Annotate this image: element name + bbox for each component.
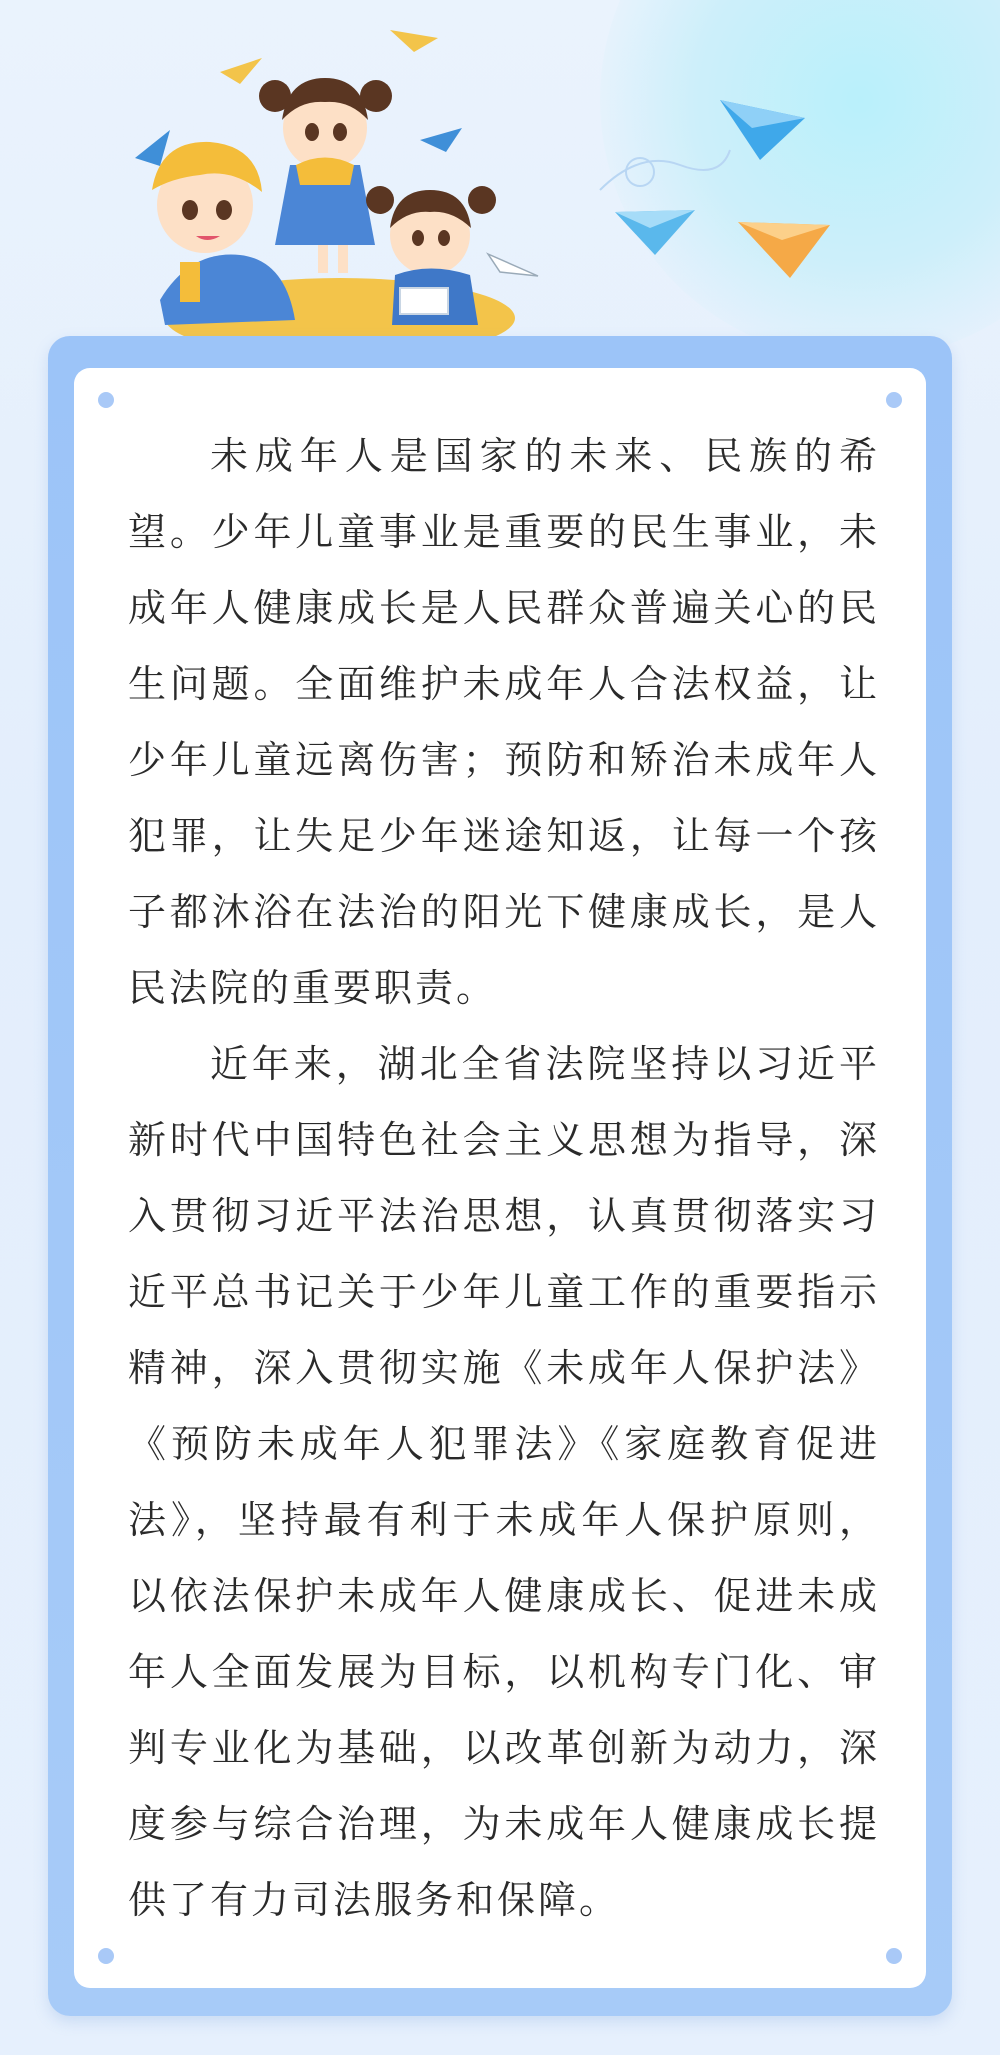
paper-plane-icon [390,30,438,52]
header-illustration [0,0,1000,340]
child-figure [152,142,295,325]
corner-dot [886,392,902,408]
paper-plane-icon [720,100,805,160]
child-figure [259,78,392,273]
corner-dot [98,1948,114,1964]
article-paragraph: 近年来，湖北全省法院坚持以习近平新时代中国特色社会主义思想为指导，深入贯彻习近平法治思想，认真贯彻落实习近平总书记关于少年儿童工作的重要指示精神，深入贯彻实施《未成年人保护法》《预防未成年人犯罪法》《家庭教育促进法》，坚持最有利于未成年人保护原则，以依法保护未成年人健康成长、促进未成年人全面发展为目标，以机构专门化、审判专业化为基础，以改革创新为动力，深度参与综合治理，为未成年人健康成长提供了有力司法服务和保障。 [128,1042,880,1922]
corner-dot [886,1948,902,1964]
corner-dot [98,392,114,408]
paper-plane-icon [420,128,462,152]
paper-plane-icon [488,254,538,276]
swirl-loop [626,158,654,186]
paper-plane-icon [738,222,830,278]
article-paragraph: 未成年人是国家的未来、民族的希望。少年儿童事业是重要的民生事业，未成年人健康成长是人民群众普遍关心的民生问题。全面维护未成年人合法权益，让少年儿童远离伤害；预防和矫治未成年人犯罪，让失足少年迷途知返，让每一个孩子都沐浴在法治的阳光下健康成长，是人民法院的重要职责。 [128,434,880,1010]
content-card [48,336,952,2016]
paper-plane-icon [615,210,695,255]
paper-plane-icon [220,58,262,84]
swirl-line [600,150,730,190]
article-body [128,418,880,1938]
content-card-inner [74,368,926,1988]
